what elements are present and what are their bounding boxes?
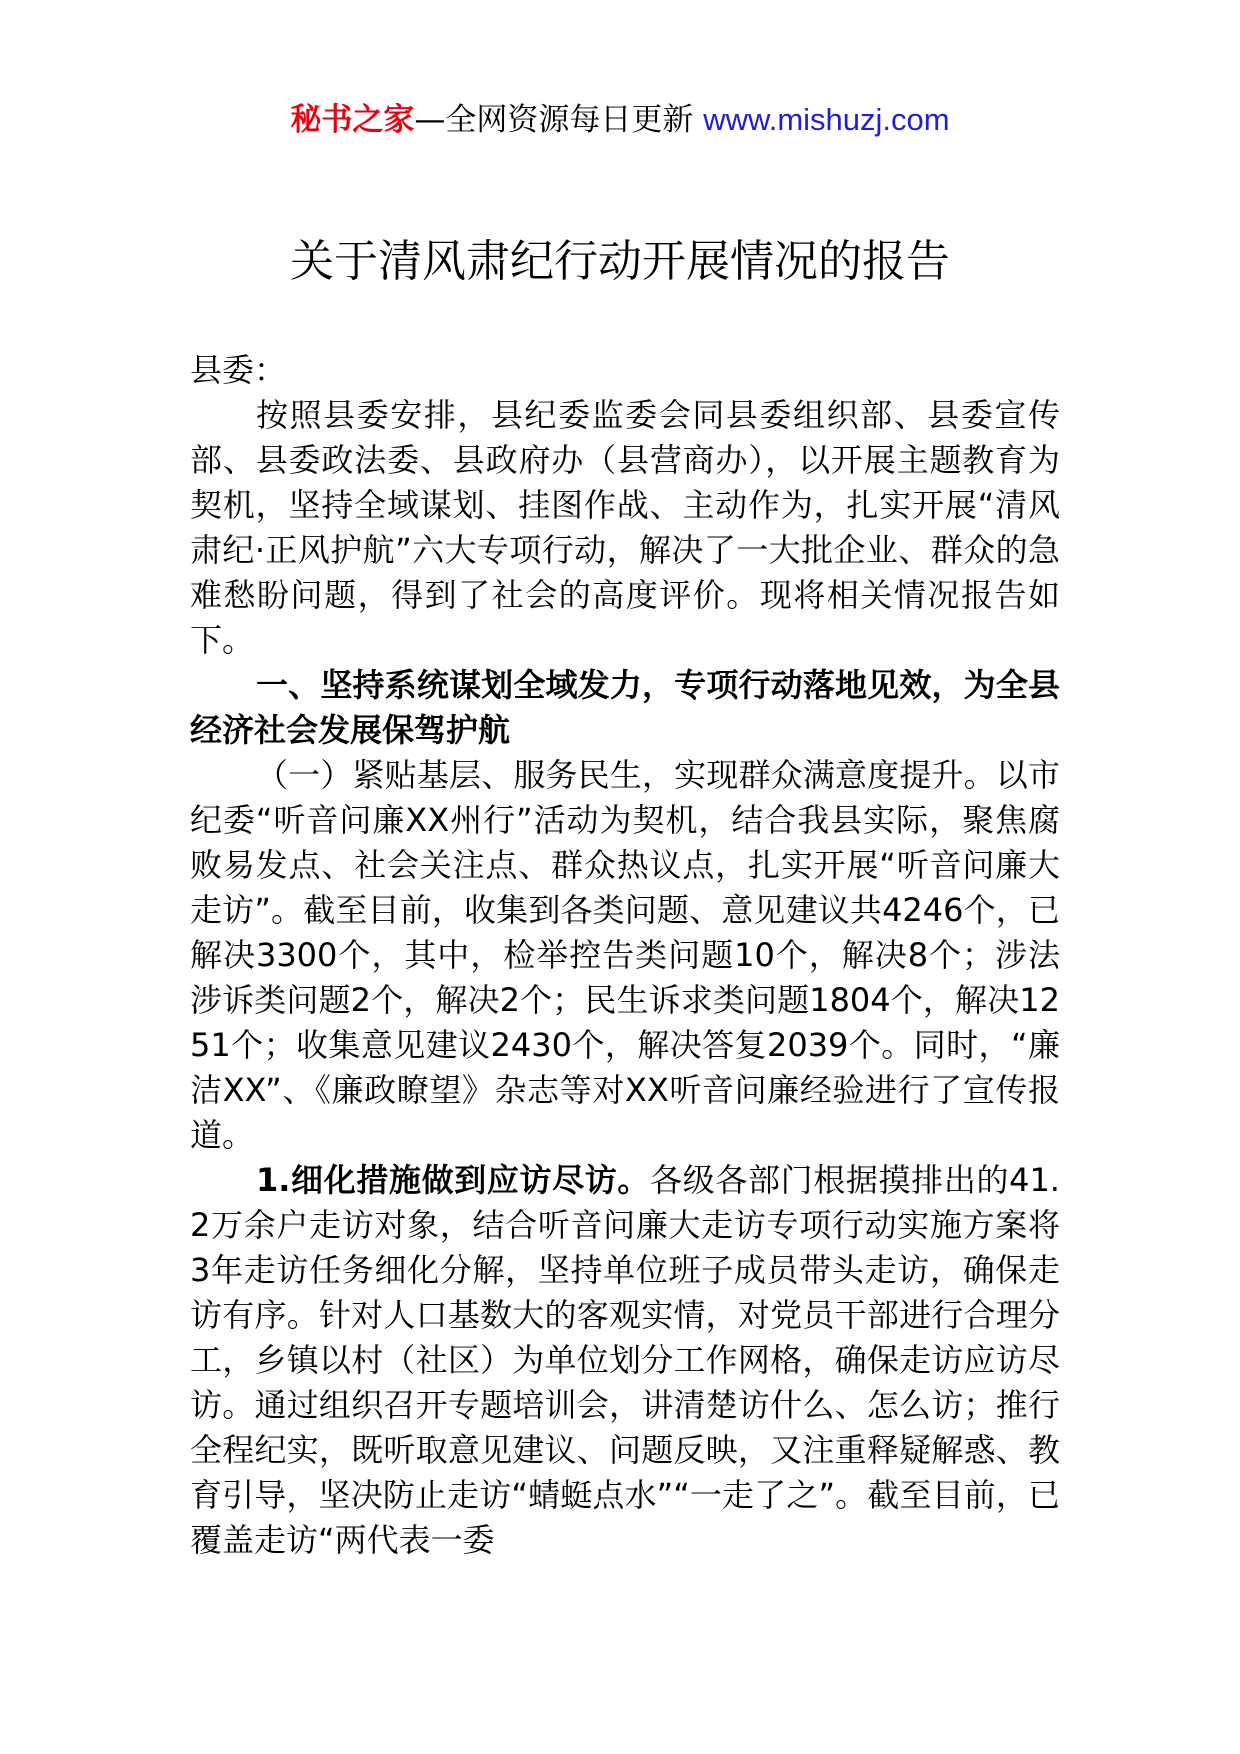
document-title: 关于清风肃纪行动开展情况的报告 — [290, 236, 950, 287]
intro-paragraph: 按照县委安排，县纪委监委会同县委组织部、县委宣传部、县委政法委、县政府办（县营商办），以开展主题教育为契机，坚持全域谋划、挂图作战、主动作为，扎实开展“清风肃纪·正风护航”六大专项行动，解决了一大批企业、群众的急难愁盼问题，得到了社会的高度评价。现将相关情况报告如下。 — [190, 396, 1060, 659]
item-paragraph — [190, 1158, 1060, 1563]
subsection-paragraph: （一）紧贴基层、服务民生，实现群众满意度提升。以市纪委“听音问廉XX州行”活动为契机，结合我县实际，聚焦腐败易发点、社会关注点、群众热议点，扎实开展“听音问廉大走访”。截至目前，收集到各类问题、意见建议共4246个，已解决3300个，其中，检举控告类问题10个，解决8个；涉法涉诉类问题2个，解决2个；民生诉求类问题1804个，解决1251个；收集意见建议2430个，解决答复2039个。同时，“廉洁XX”、《廉政瞭望》杂志等对XX听音问廉经验进行了宣传报道。 — [190, 756, 1060, 1154]
site-header-banner — [0, 100, 1240, 140]
site-brand: 秘书之家 — [290, 102, 415, 138]
item-body: 各级各部门根据摸排出的41.2万余户走访对象，结合听音问廉大走访专项行动实施方案将3年走访任务细化分解，坚持单位班子成员带头走访，确保走访有序。针对人口基数大的客观实情，对党员干部进行合理分工，乡镇以村（社区）为单位划分工作网格，确保走访应访尽访。通过组织召开专题培训会，讲清楚访什么、怎么访；推行全程纪实，既听取意见建议、问题反映，又注重释疑解惑、教育引导，坚决防止走访“蜻蜓点水”“一走了之”。截至目前，已覆盖走访“两代表一委 — [190, 1161, 1060, 1559]
salutation: 县委： — [190, 351, 287, 389]
site-tagline: —全网资源每日更新 — [414, 102, 704, 138]
document-body — [190, 348, 1060, 1563]
site-url: www.mishuzj.com — [703, 102, 950, 137]
section-heading: 一、坚持系统谋划全域发力，专项行动落地见效，为全县经济社会发展保驾护航 — [190, 666, 1060, 749]
item-lead: 1.细化措施做到应访尽访。 — [256, 1161, 651, 1199]
